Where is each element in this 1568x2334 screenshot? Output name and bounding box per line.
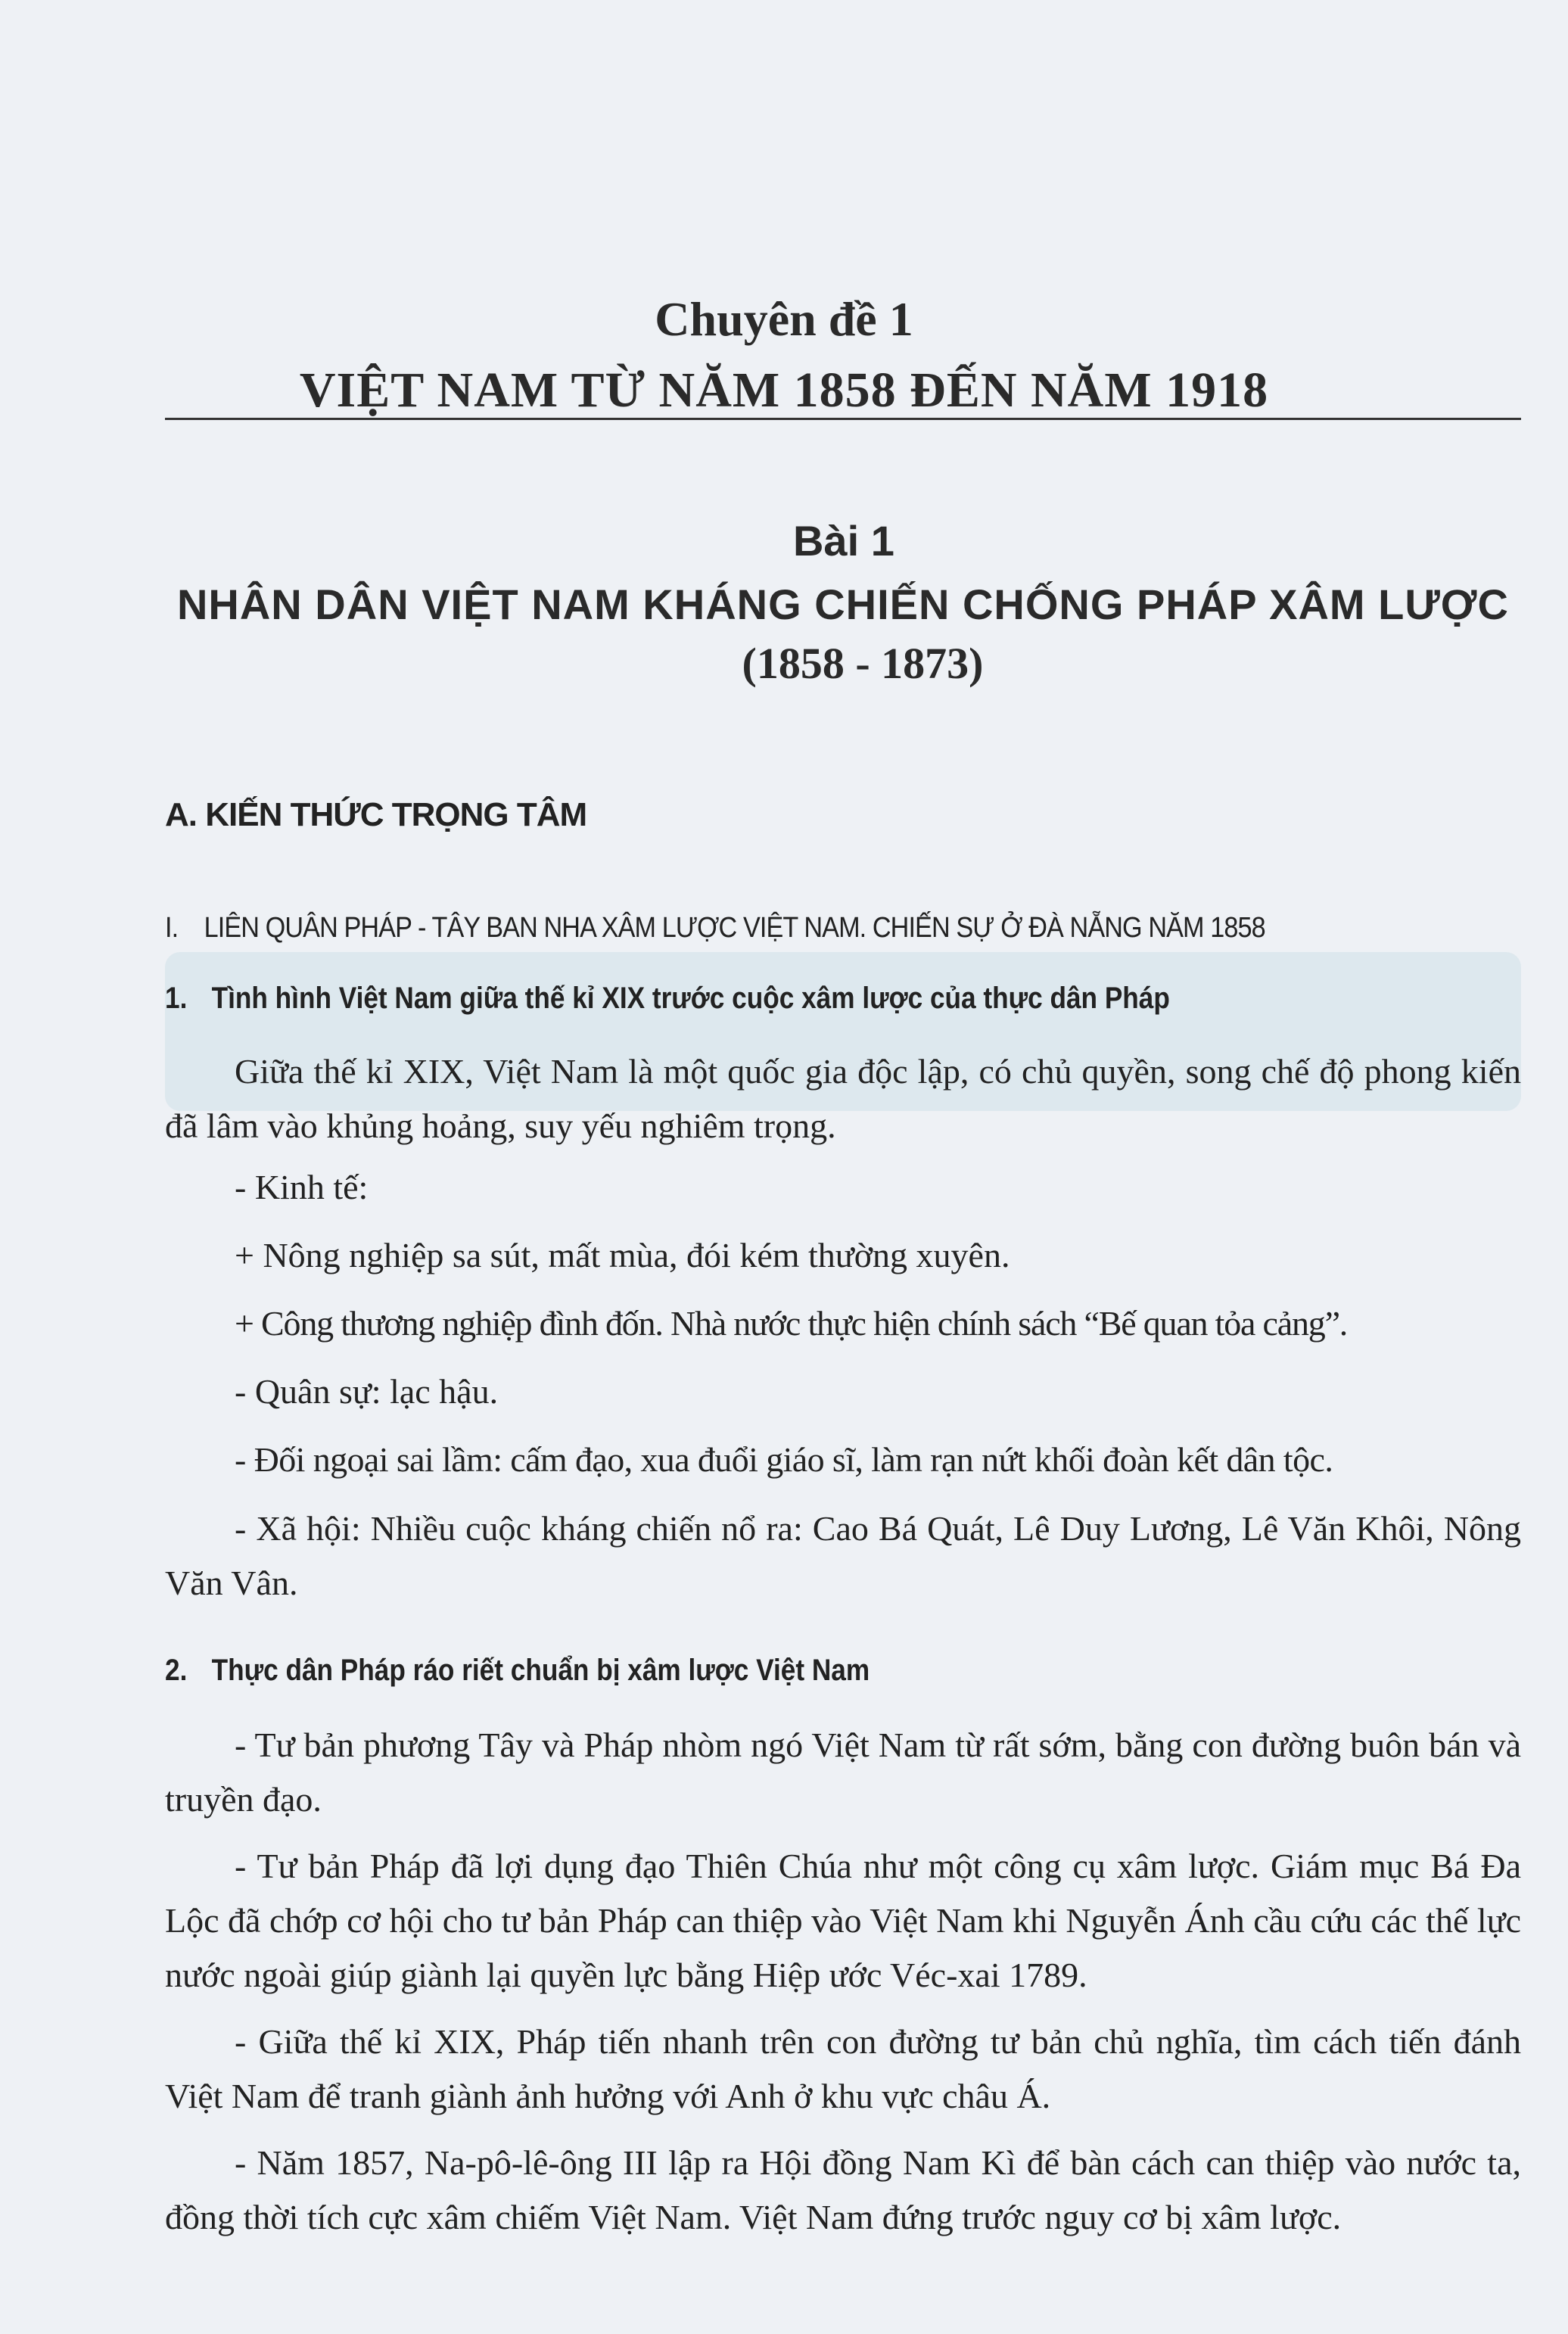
- part-heading: [165, 912, 1265, 944]
- subsection-heading-2: [165, 1654, 870, 1688]
- chapter-label: Chuyên đề 1: [655, 292, 913, 346]
- paragraph-military: - Quân sự: lạc hậu.: [235, 1372, 499, 1411]
- paragraph-foreign: - Đối ngoại sai lầm: cấm đạo, xua đuổi giáo sĩ, làm rạn nứt khối đoàn kết dân tộc.: [235, 1440, 1333, 1479]
- paragraph-merchants: - Tư bản phương Tây và Pháp nhòm ngó Việt Nam từ rất sớm, bằng con đường buôn bán và truyền đạo.: [165, 1726, 1521, 1819]
- chapter-divider: [165, 418, 1521, 420]
- paragraph-trade: + Công thương nghiệp đình đốn. Nhà nước thực hiện chính sách “Bế quan tỏa cảng”.: [235, 1304, 1348, 1343]
- part-number: I.: [165, 912, 179, 944]
- part-title: LIÊN QUÂN PHÁP - TÂY BAN NHA XÂM LƯỢC VIỆT NAM. CHIẾN SỰ Ở ĐÀ NẴNG NĂM 1858: [204, 912, 1265, 944]
- lesson-label-text: Bài 1: [793, 517, 894, 565]
- lesson-years: (1858 - 1873): [742, 639, 984, 688]
- subsection-heading-1: [165, 982, 1170, 1016]
- paragraph-intro: Giữa thế kỉ XIX, Việt Nam là một quốc gia độc lập, có chủ quyền, song chế độ phong kiến đã lâm vào khủng hoảng, suy yếu nghiêm trọng.: [165, 1052, 1521, 1145]
- subsection-title: Tình hình Việt Nam giữa thế kỉ XIX trước cuộc xâm lược của thực dân Pháp: [211, 982, 1170, 1015]
- paragraph-capitalism: - Giữa thế kỉ XIX, Pháp tiến nhanh trên con đường tư bản chủ nghĩa, tìm cách tiến đánh Việt Nam để tranh giành ảnh hưởng với Anh ở khu vực châu Á.: [165, 2022, 1521, 2115]
- paragraph-missionaries: - Tư bản Pháp đã lợi dụng đạo Thiên Chúa như một công cụ xâm lược. Giám mục Bá Đa Lộc đã chớp cơ hội cho tư bản Pháp can thiệp vào Việt Nam khi Nguyễn Ánh cầu cứu các thế lực nước ngoài giúp giành lại quyền lực bằng Hiệp ước Véc-xai 1789.: [165, 1847, 1521, 1994]
- paragraph-economy: - Kinh tế:: [235, 1168, 369, 1206]
- subsection-title: Thực dân Pháp ráo riết chuẩn bị xâm lược Việt Nam: [211, 1654, 870, 1687]
- paragraph-napoleon: - Năm 1857, Na-pô-lê-ông III lập ra Hội đồng Nam Kì để bàn cách can thiệp vào nước ta, đồng thời tích cực xâm chiếm Việt Nam. Việt Nam đứng trước nguy cơ bị xâm lược.: [165, 2143, 1521, 2236]
- chapter-title: VIỆT NAM TỪ NĂM 1858 ĐẾN NĂM 1918: [299, 363, 1269, 418]
- section-heading: A. KIẾN THỨC TRỌNG TÂM: [165, 796, 587, 833]
- paragraph-agriculture: + Nông nghiệp sa sút, mất mùa, đói kém thường xuyên.: [235, 1236, 1010, 1274]
- lesson-title: NHÂN DÂN VIỆT NAM KHÁNG CHIẾN CHỐNG PHÁP XÂM LƯỢC: [176, 580, 1509, 628]
- subsection-number: 1.: [165, 982, 188, 1015]
- subsection-number: 2.: [165, 1654, 188, 1687]
- paragraph-society: - Xã hội: Nhiều cuộc kháng chiến nổ ra: Cao Bá Quát, Lê Duy Lương, Lê Văn Khôi, Nông Văn Vân.: [165, 1509, 1521, 1602]
